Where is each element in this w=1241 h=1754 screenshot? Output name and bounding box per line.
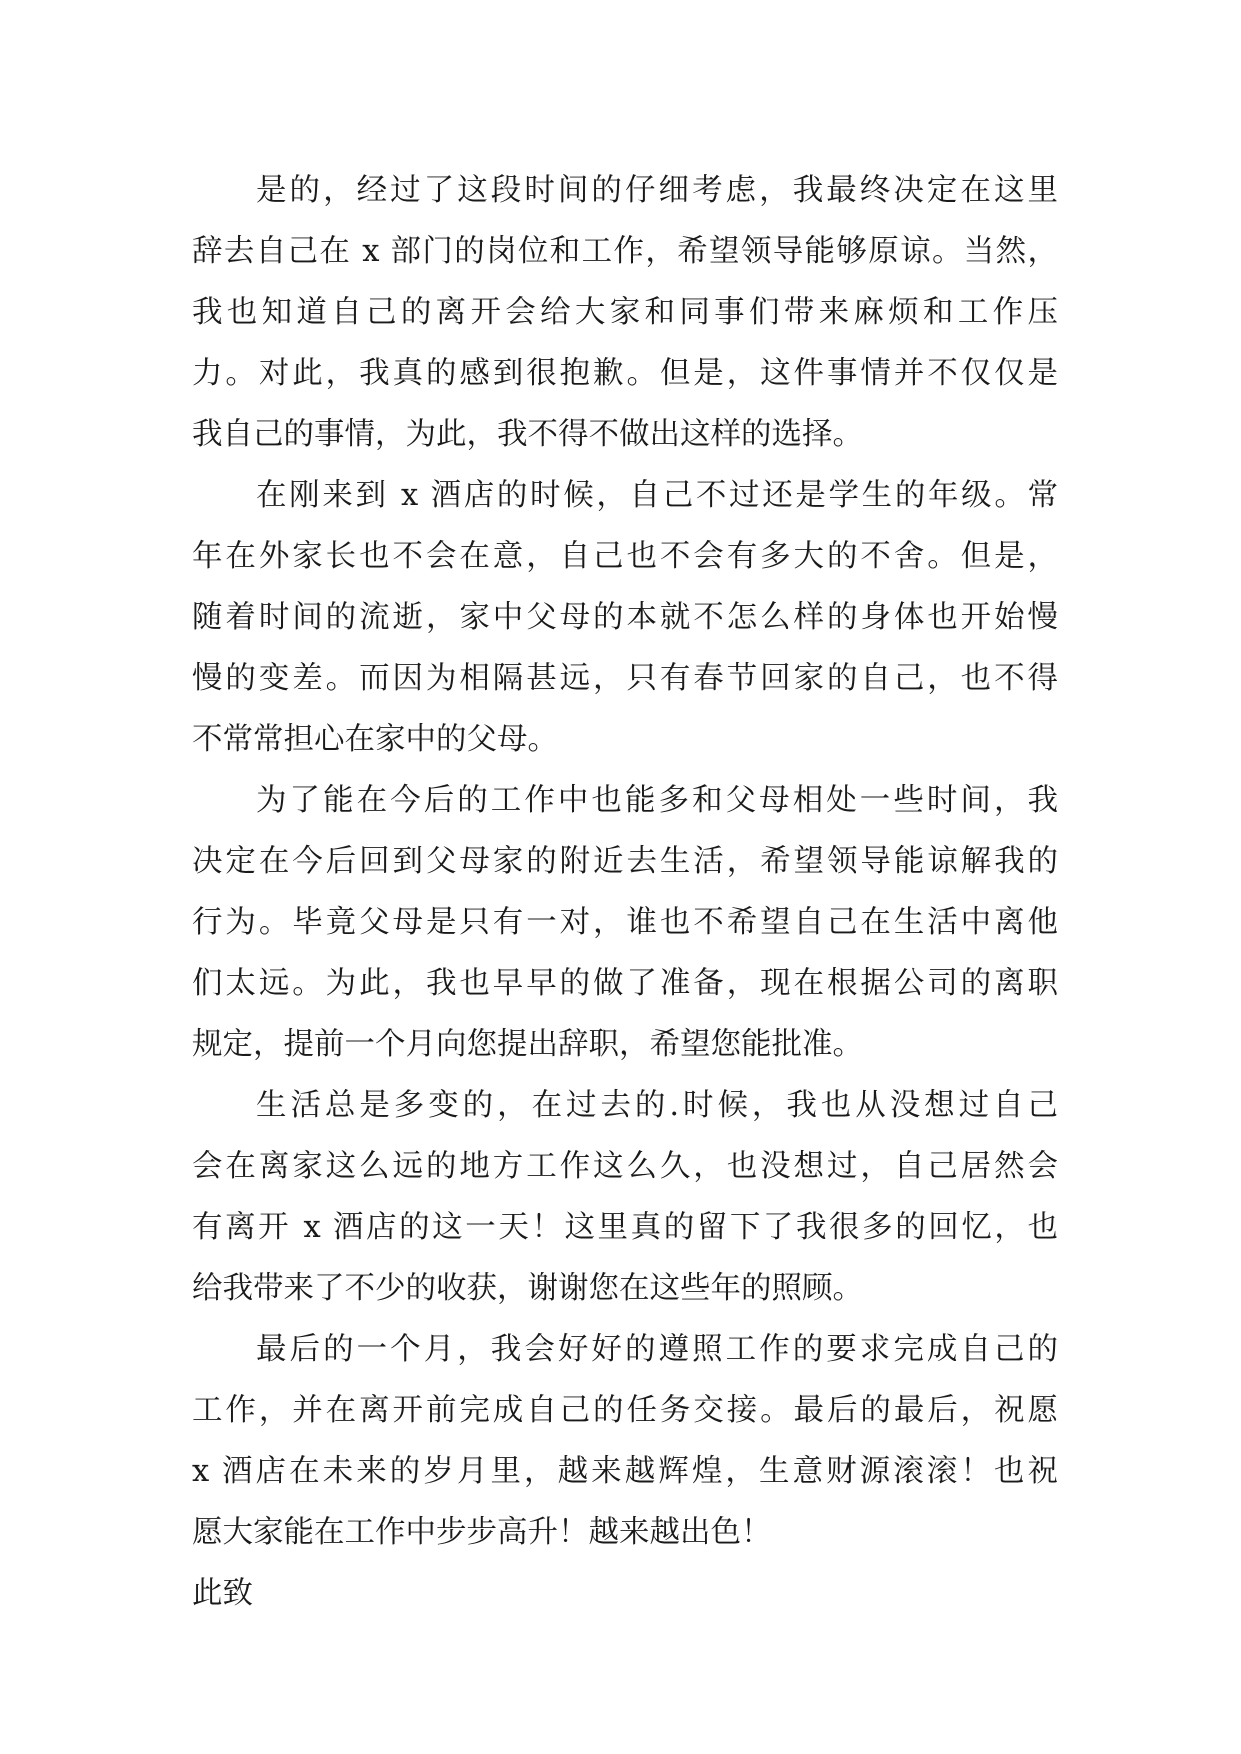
text-line: 们太远。为此，我也早早的做了准备，现在根据公司的离职 xyxy=(192,966,1058,1001)
text-line: 生活总是多变的，在过去的.时候，我也从没想过自己 xyxy=(256,1088,1058,1123)
text-line: 会在离家这么远的地方工作这么久，也没想过，自己居然会 xyxy=(192,1149,1058,1184)
text-line: 为了能在今后的工作中也能多和父母相处一些时间，我 xyxy=(256,783,1058,818)
text-line: 规定，提前一个月向您提出辞职，希望您能批准。 xyxy=(192,1027,863,1062)
text-line: 有离开 x 酒店的这一天！这里真的留下了我很多的回忆，也 xyxy=(192,1210,1058,1245)
text-line: 随着时间的流逝，家中父母的本就不怎么样的身体也开始慢 xyxy=(192,600,1058,635)
document-body xyxy=(192,160,1058,1624)
paragraph-2 xyxy=(192,465,1058,770)
paragraph-4 xyxy=(192,1075,1058,1319)
text-line: 给我带来了不少的收获，谢谢您在这些年的照顾。 xyxy=(192,1271,863,1306)
text-line: 是的，经过了这段时间的仔细考虑，我最终决定在这里 xyxy=(256,173,1058,208)
text-line: 愿大家能在工作中步步高升！越来越出色！ xyxy=(192,1515,772,1550)
paragraph-1 xyxy=(192,160,1058,465)
text-line: 行为。毕竟父母是只有一对，谁也不希望自己在生活中离他 xyxy=(192,905,1058,940)
text-line: 我自己的事情，为此，我不得不做出这样的选择。 xyxy=(192,417,863,452)
text-line: 年在外家长也不会在意，自己也不会有多大的不舍。但是， xyxy=(192,539,1058,574)
text-line: 辞去自己在 x 部门的岗位和工作，希望领导能够原谅。当然， xyxy=(192,234,1058,269)
closing-salutation: 此致 xyxy=(192,1576,253,1611)
text-line: 慢的变差。而因为相隔甚远，只有春节回家的自己，也不得 xyxy=(192,661,1058,696)
text-line: 最后的一个月，我会好好的遵照工作的要求完成自己的 xyxy=(256,1332,1058,1367)
paragraph-3 xyxy=(192,770,1058,1075)
paragraph-5 xyxy=(192,1319,1058,1563)
text-line: 在刚来到 x 酒店的时候，自己不过还是学生的年级。常 xyxy=(256,478,1058,513)
text-line: 我也知道自己的离开会给大家和同事们带来麻烦和工作压 xyxy=(192,295,1058,330)
text-line: 力。对此，我真的感到很抱歉。但是，这件事情并不仅仅是 xyxy=(192,356,1058,391)
text-line: 不常常担心在家中的父母。 xyxy=(192,722,558,757)
text-line: 工作，并在离开前完成自己的任务交接。最后的最后，祝愿 xyxy=(192,1393,1058,1428)
text-line: x 酒店在未来的岁月里，越来越辉煌，生意财源滚滚！也祝 xyxy=(192,1454,1058,1489)
text-line: 决定在今后回到父母家的附近去生活，希望领导能谅解我的 xyxy=(192,844,1058,879)
